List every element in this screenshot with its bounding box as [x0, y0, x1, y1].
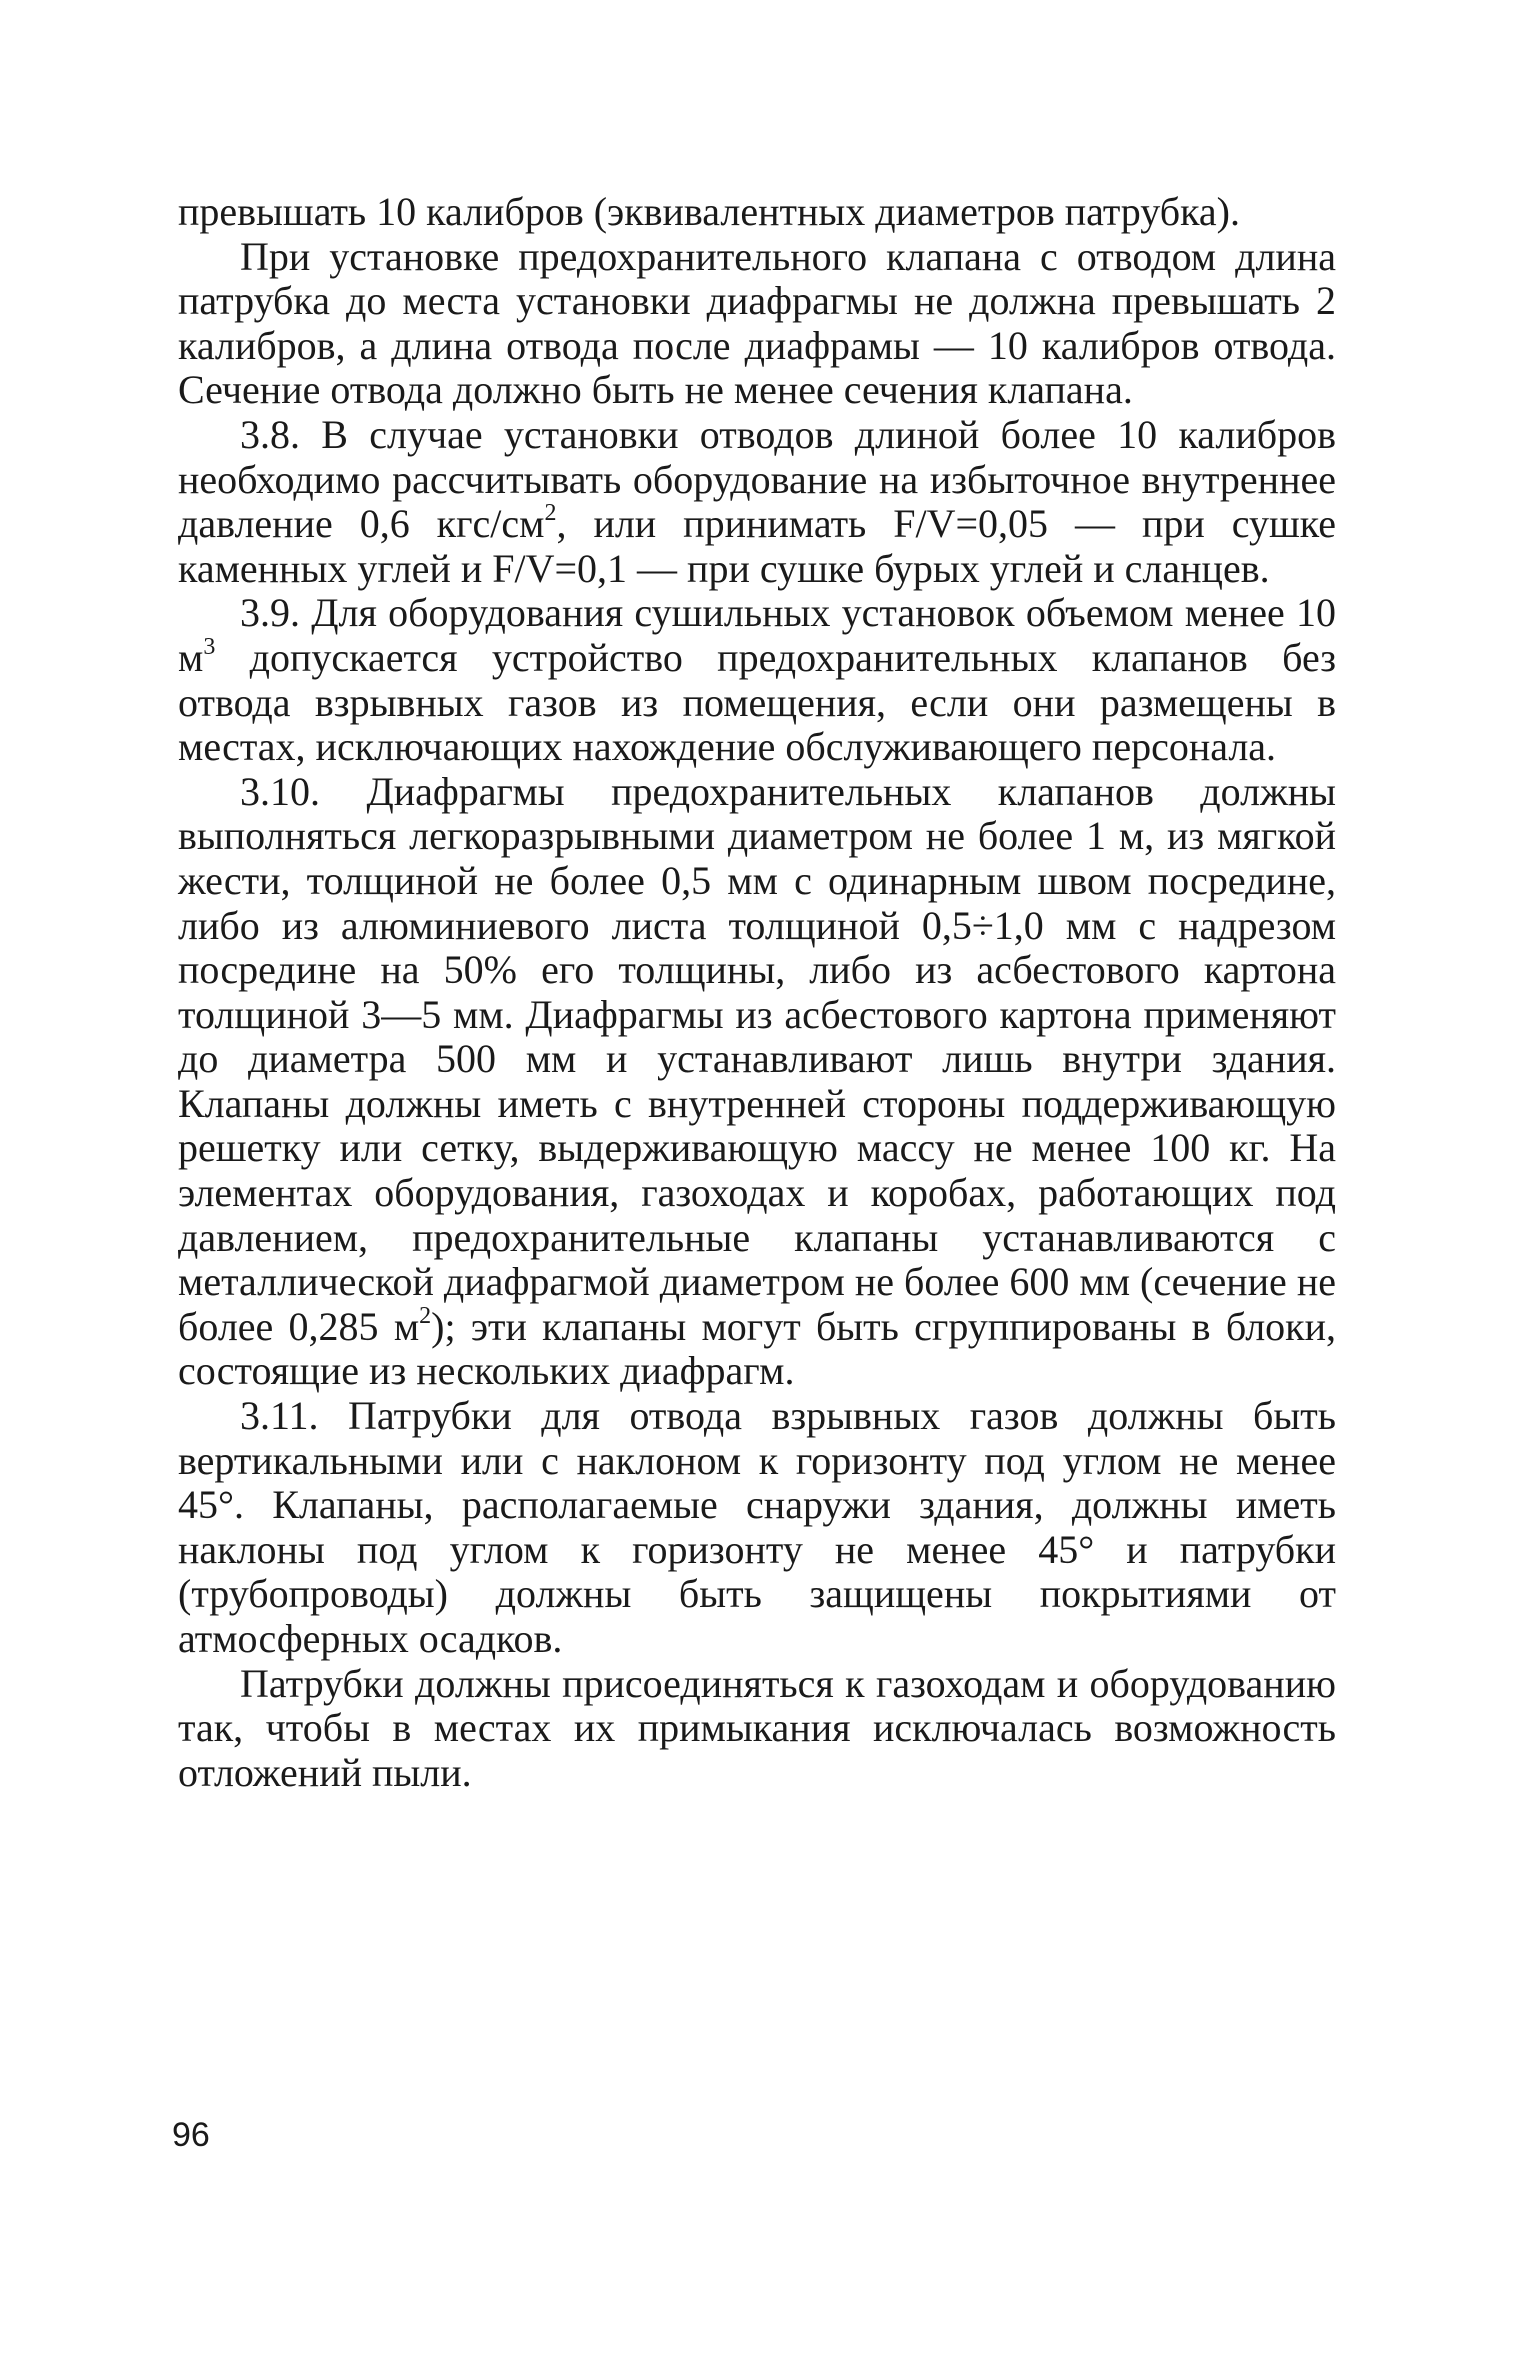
- paragraph-text: При установке предохранительного клапана с отводом длина патрубка до места установки диафрагмы не должна превышать 2 калибров, а длина отвода после диафрамы — 10 калибров отвода. Сечение отвода должно быть не менее сечения клапана.: [178, 233, 1336, 413]
- paragraph-3-9: [178, 591, 1336, 769]
- paragraph-text: допускается устройство предохранительных клапанов без отвода взрывных газов из помещения, если они размещены в местах, исключающих нахождение обслуживающего персонала.: [178, 634, 1336, 770]
- paragraph-text: 3.10. Диафрагмы предохранительных клапанов должны выполняться легкоразрывными диаметром не более 1 м, из мягкой жести, толщиной не более 0,5 мм с одинарным швом посредине, либо из алюминиевого листа толщиной 0,5÷1,0 мм с надрезом посредине на 50% его толщины, либо из асбестового картона толщиной 3—5 мм. Диафрагмы из асбестового картона применяют до диаметра 500 мм и устанавливают лишь внутри здания. Клапаны должны иметь с внутренней стороны поддерживающую решетку или сетку, выдерживающую массу не менее 100 кг. На элементах оборудования, газоходах и коробах, работающих под давлением, предохранительные клапаны устанавливаются с металлической диафрагмой диаметром не более 600 мм (сечение не более 0,285 м: [178, 768, 1336, 1349]
- paragraph-text: 3.11. Патрубки для отвода взрывных газов должны быть вертикальными или с наклоном к горизонту под углом не менее 45°. Клапаны, располагаемые снаружи здания, должны иметь наклоны под углом к горизонту не менее 45° и патрубки (трубопроводы) должны быть защищены покрытиями от атмосферных осадков.: [178, 1393, 1336, 1661]
- paragraph-text: Патрубки должны присоединяться к газоходам и оборудованию так, чтобы в местах их примыкания исключалась возможность отложений пыли.: [178, 1660, 1336, 1795]
- paragraph-3-10: [178, 770, 1336, 1394]
- paragraph-3-11: [178, 1394, 1336, 1662]
- page-number: 96: [172, 2116, 210, 2154]
- superscript: 3: [203, 634, 216, 661]
- document-body: [178, 190, 1336, 1795]
- superscript: 2: [419, 1303, 432, 1330]
- paragraph-3-8: [178, 413, 1336, 591]
- paragraph-text: превышать 10 калибров (эквивалентных диаметров патрубка).: [178, 189, 1240, 234]
- paragraph-text: ); эти клапаны могут быть сгруппированы в блоки, состоящие из нескольких диафрагм.: [178, 1303, 1336, 1394]
- superscript: 2: [544, 500, 557, 527]
- paragraph-p2: [178, 235, 1336, 413]
- paragraph-text: , или принимать F/V=0,05 — при сушке каменных углей и F/V=0,1 — при сушке бурых углей и сланцев.: [178, 501, 1336, 591]
- paragraph-text: 3.9. Для оборудования сушильных установок объемом менее 10 м: [178, 590, 1336, 680]
- paragraph-p1: [178, 190, 1336, 235]
- paragraph-text: 3.8. В случае установки отводов длиной более 10 калибров необходимо рассчитывать оборудование на избыточное внутреннее давление 0,6 кгс/см: [178, 411, 1336, 547]
- paragraph-p7: [178, 1662, 1336, 1796]
